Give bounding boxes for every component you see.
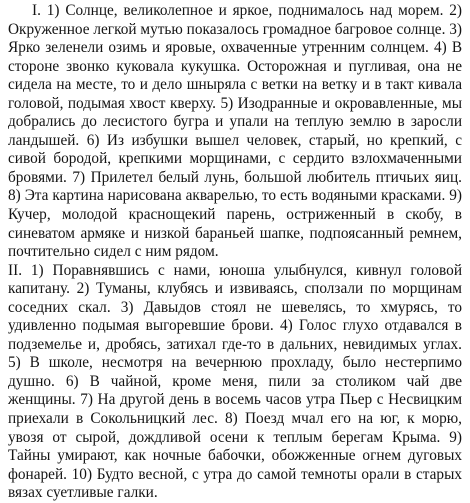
sentence-text: В чайной, кроме меня, пили за столиком чай две женщины. xyxy=(8,372,463,409)
sentence xyxy=(47,2,444,19)
sentence-text: В школе, несмотря на вечернюю прохладу, было нестерпимо душно. xyxy=(8,354,462,390)
sentence-text: В стороне звонко куковала кукушка. Осторожная и пугливая, она не сидела на месте, то и дело шныряла с ветки на ветку и в такт кивала головой, подымая хвост кверху. xyxy=(8,39,463,112)
sentence-number: 9) xyxy=(449,187,463,205)
sentence-number: 3) xyxy=(120,298,134,316)
sentence-number: 10) xyxy=(71,465,93,483)
sentence-number: 3) xyxy=(449,20,463,38)
sentence-text: Ярко зеленели озимь и яровые, охваченные утренним солнцем. xyxy=(8,39,429,57)
sentence-number: 9) xyxy=(449,428,462,446)
sentence xyxy=(72,169,462,186)
sentence-text: Окруженное легкой мутью показалось громадное багровое солнце. xyxy=(8,20,446,38)
sentence-number: 5) xyxy=(220,94,234,112)
sentence xyxy=(8,187,445,204)
sentence-number: 5) xyxy=(8,354,21,372)
sentence-text: Поезд мчал его на юг, к морю, увозя от сырой, дождливой осени к теплым берегам Крыма. xyxy=(8,410,463,446)
sentence-text: Эта картина нарисована акварелью, то есть водяными красками. xyxy=(24,187,446,205)
sentence-number: 2) xyxy=(449,2,462,19)
sentence-text: Прилетел белый лунь, большой любитель птичьих яиц. xyxy=(90,168,463,186)
sentence-number: 7) xyxy=(80,391,93,409)
sentence-text: На другой день в восемь часов утра Пьер с Несвицким приехали в Сокольницкий лес. xyxy=(8,391,463,428)
sentence-text: Поравнявшись с нами, юноша улыбнулся, кивнул головой капитану. xyxy=(8,261,463,298)
sentence-number: 1) xyxy=(46,2,60,19)
section-2 xyxy=(8,262,462,503)
sentence xyxy=(8,466,462,502)
sentence-number: 2) xyxy=(76,280,90,298)
section-1 xyxy=(8,2,462,262)
sentence-text: Изодранные и окровавленные, мы добрались до лесистого бугра и упали на теплую землю в заросли ландышей. xyxy=(8,94,462,149)
sentence-number: 6) xyxy=(65,372,79,390)
sentence-text: Давыдов стоял не шевелясь, то хмурясь, то удивленно подымая выгоревшие брови. xyxy=(8,298,463,335)
sentence-text: Кучер, молодой краснощекий парень, остриженный в скобу, в синеватом армяке и низкой бараньей шапке, подпоясанный ремнем, почтительно сидел с ним рядом. xyxy=(8,206,462,261)
sentence-text: Туманы, клубясь и извиваясь, сползали по морщинам соседних скал. xyxy=(8,280,462,316)
sentence-number: 4) xyxy=(279,317,293,335)
sentence-text: Из избушки вышел человек, старый, но крепкий, с сивой бородой, крепкими морщинами, с сердито взлохмаченными бровями. xyxy=(8,131,462,186)
sentence-text: Солнце, великолепное и яркое, поднималось над морем. xyxy=(65,2,444,19)
sentence-number: 6) xyxy=(86,131,100,149)
section-marker: I. xyxy=(32,2,41,19)
section-marker: II. xyxy=(8,261,23,279)
sentence-number: 4) xyxy=(433,39,447,57)
sentence-text: Голос глухо отдавался в подземелье и, дробясь, затихал где-то в дальних, невидимых углах. xyxy=(8,317,462,353)
sentence-number: 8) xyxy=(225,410,238,428)
sentence-number: 1) xyxy=(30,261,44,279)
sentence-text: Будто весной, с утра до самой темноты орали в старых вязах суетливые галки. xyxy=(8,465,462,502)
sentence-number: 8) xyxy=(8,187,21,205)
sentence-text: Тайны умирают, как ночные бабочки, обожженные огнем дуговых фонарей. xyxy=(8,447,462,483)
sentence-number: 7) xyxy=(72,168,86,186)
